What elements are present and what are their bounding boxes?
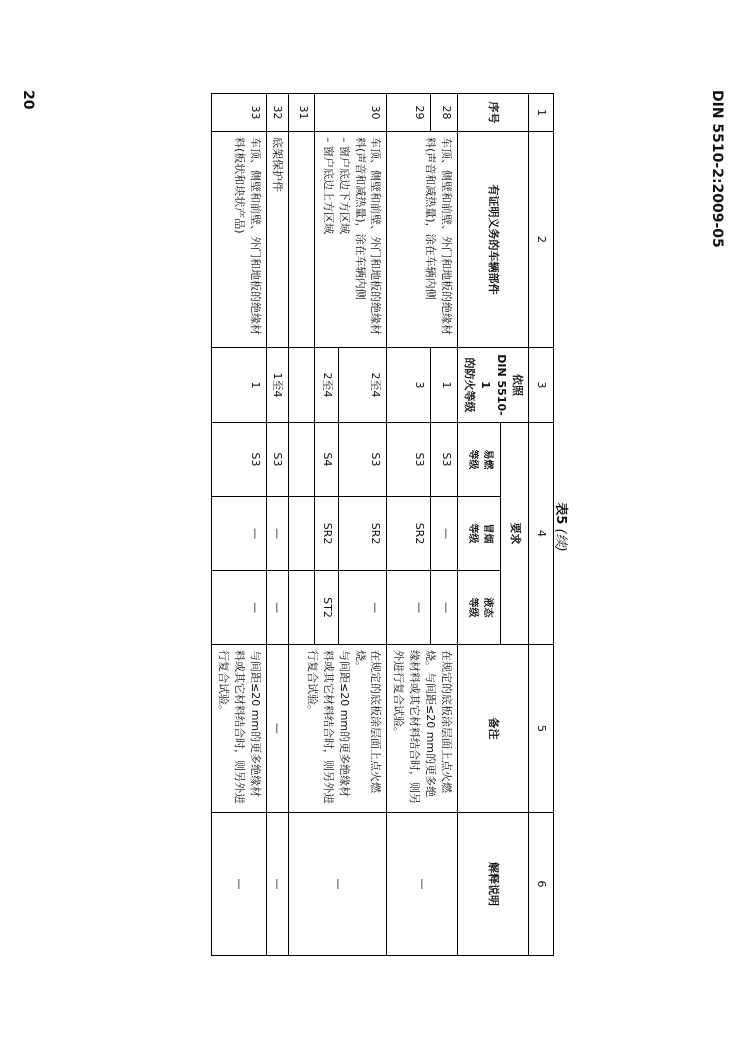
- row-number: 32: [266, 94, 289, 132]
- row-part: 车顶、侧壁和前壁、外门和地板的绝缘材料(板状和块状产品): [211, 132, 266, 348]
- row-drip: ST2: [315, 571, 339, 645]
- row-smoke: —: [211, 497, 266, 571]
- caption-cont: (续): [553, 524, 568, 552]
- header-explain: 解释说明: [458, 813, 529, 956]
- header-part: 有证明义务的车辆部件: [458, 132, 529, 348]
- row-explain: —: [211, 813, 266, 956]
- table-caption: [553, 447, 572, 607]
- row-smoke: —: [266, 497, 289, 571]
- col-num-5: 5: [529, 645, 554, 813]
- row-class: 1: [211, 348, 266, 423]
- row-class: 1: [430, 348, 458, 423]
- col-num-3: 3: [529, 348, 554, 423]
- row-burn: S3: [430, 423, 458, 497]
- header-remarks: 备注: [458, 645, 529, 813]
- row-number: 31: [289, 94, 315, 132]
- table-row-33: [211, 94, 266, 956]
- row-drip: [289, 571, 315, 645]
- row-number: 33: [211, 94, 266, 132]
- row-smoke: SR2: [387, 497, 430, 571]
- row-smoke: SR2: [315, 497, 339, 571]
- header-requirements: 要求: [501, 423, 529, 645]
- row-burn: [289, 423, 315, 497]
- row-burn: S3: [339, 423, 387, 497]
- row-smoke: [289, 497, 315, 571]
- header-seq: 序号: [458, 94, 529, 132]
- header-smoke: 冒烟 等级: [458, 497, 501, 571]
- col-num-6: 6: [529, 813, 554, 956]
- row-class: 2至4: [339, 348, 387, 423]
- table-row-28: [430, 94, 458, 956]
- page-number: 20: [20, 90, 36, 110]
- row-class: [289, 348, 315, 423]
- row-burn: S3: [211, 423, 266, 497]
- header-drip: 液态 等级: [458, 571, 501, 645]
- row-class: 2至4: [315, 348, 339, 423]
- row-class: 3: [387, 348, 430, 423]
- row-drip: —: [387, 571, 430, 645]
- row-drip: —: [266, 571, 289, 645]
- row-part: 车顶、侧壁和前壁、外门和地板的绝缘材料(声音和减热量)，涂在车辆内侧 – 窗户底边下方区域 – 窗户底边上方区域: [315, 132, 387, 348]
- row-drip: —: [339, 571, 387, 645]
- table-row-32: [266, 94, 289, 956]
- row-number: 29: [387, 94, 430, 132]
- row-smoke: SR2: [339, 497, 387, 571]
- col-num-2: 2: [529, 132, 554, 348]
- row-burn: S3: [387, 423, 430, 497]
- row-drip: —: [430, 571, 458, 645]
- col-num-1: 1: [529, 94, 554, 132]
- row-remark: 在规定的底板涂层面上点火燃烧。 与间距≤20 mm的更多绝缘材料或其它材料结合时，则另外进行复合试验。: [289, 645, 387, 813]
- row-remark: —: [266, 645, 289, 813]
- row-smoke: —: [430, 497, 458, 571]
- row-explain: —: [266, 813, 289, 956]
- col-num-4: 4: [529, 423, 554, 645]
- row-remark: 在规定的底板涂层面上点火燃烧。与间距≤20 mm的更多绝缘材料或其它材料结合时，则另外进行复合试验。: [387, 645, 458, 813]
- row-burn: S4: [315, 423, 339, 497]
- header-burn: 易燃 等级: [458, 423, 501, 497]
- row-burn: S3: [266, 423, 289, 497]
- requirements-table: [211, 93, 554, 956]
- row-drip: —: [211, 571, 266, 645]
- row-number: 30: [315, 94, 387, 132]
- header-class: 依照 DIN 5510-1 的防火等级: [458, 348, 529, 423]
- row-part: 车顶、侧壁和前壁、外门和地板的绝缘材料(声音和减热量)，涂在车辆内侧: [387, 132, 458, 348]
- column-number-row: [529, 94, 554, 956]
- header-row-1: [501, 94, 529, 956]
- row-number: 28: [430, 94, 458, 132]
- row-remark: 与间距≤20 mm的更多绝缘材料或其它材料结合时，则另外进行复合试验。: [211, 645, 266, 813]
- row-explain: —: [289, 813, 387, 956]
- caption-title: 表5: [553, 502, 568, 525]
- row-part: [289, 132, 315, 348]
- table-row-30: [339, 94, 387, 956]
- row-explain: —: [387, 813, 458, 956]
- document-header: DIN 5510-2:2009-05: [709, 90, 725, 248]
- row-part: 底架保护件: [266, 132, 289, 348]
- row-class: 1至4: [266, 348, 289, 423]
